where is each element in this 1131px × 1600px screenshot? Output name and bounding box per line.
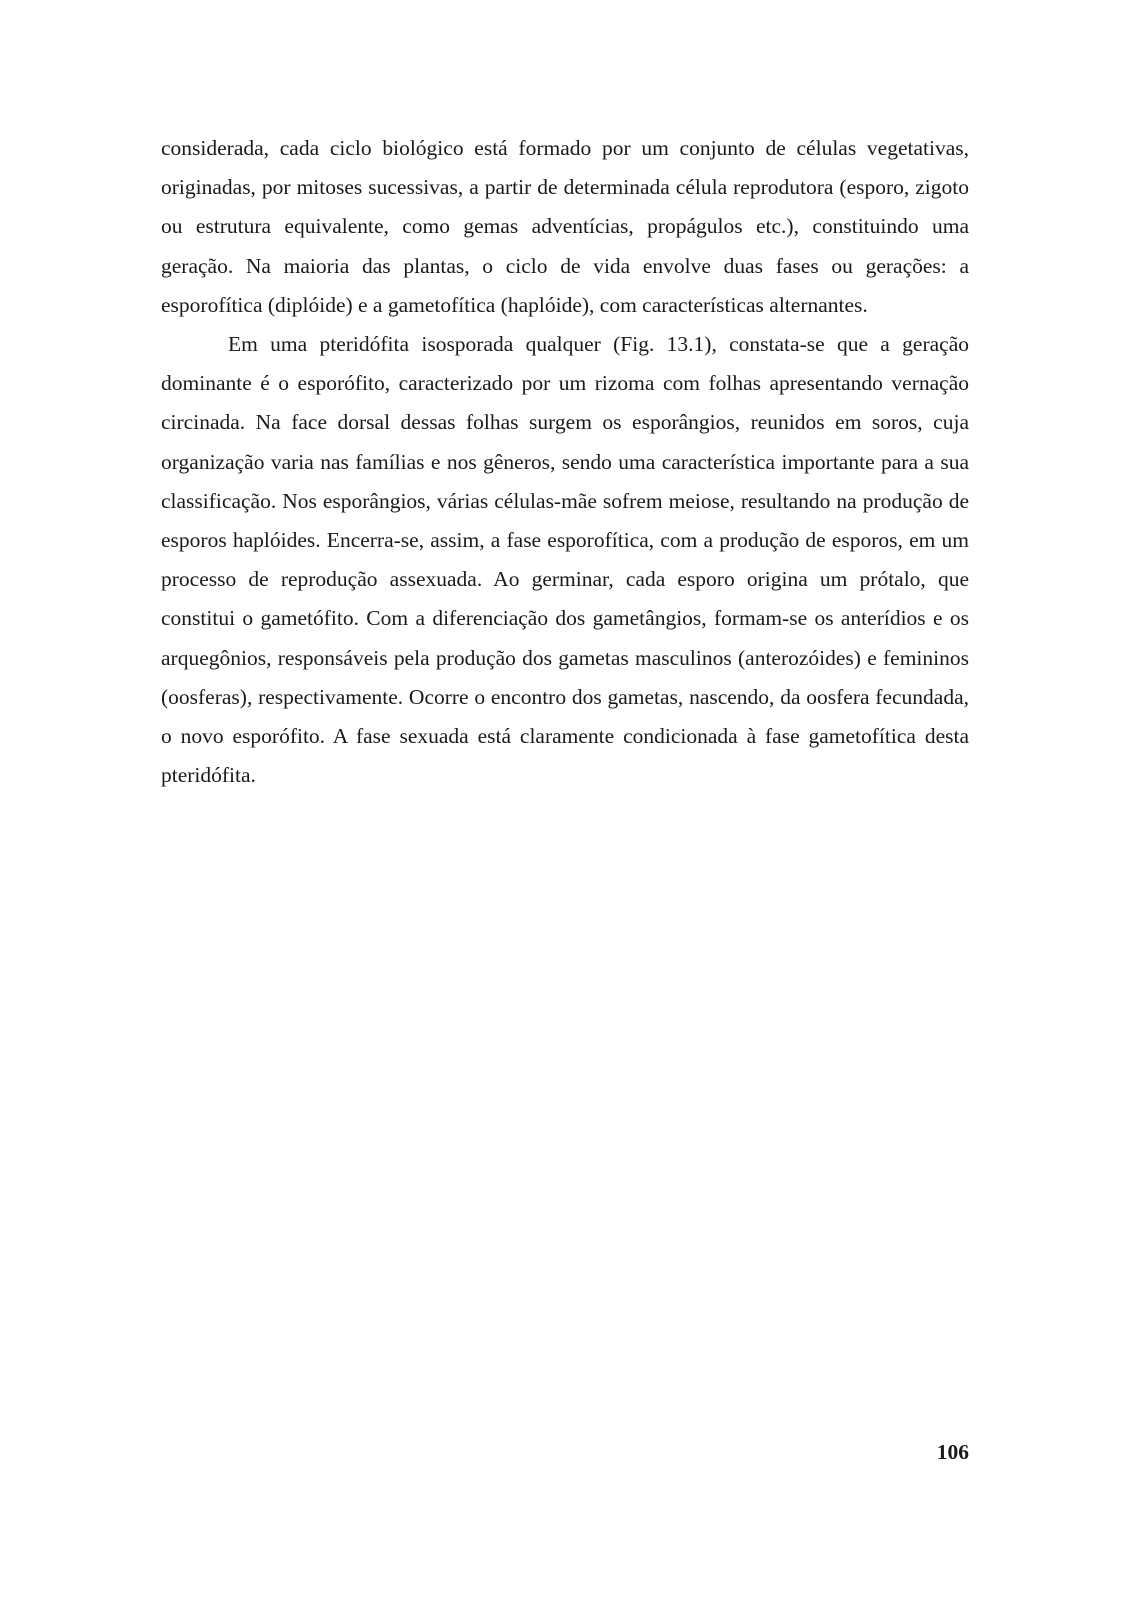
- paragraph-continuation: considerada, cada ciclo biológico está formado por um conjunto de células vegetativas, originadas, por mitoses sucessivas, a partir de determinada célula reprodutora (esporo, zigoto ou estrutura equivalente, como gemas adventícias, propágulos etc.), constituindo uma geração. Na maioria das plantas, o ciclo de vida envolve duas fases ou gerações: a esporofítica (diplóide) e a gametofítica (haplóide), com características alternantes.: [161, 136, 969, 317]
- paragraph-pteridophyte-cycle: Em uma pteridófita isosporada qualquer (Fig. 13.1), constata-se que a geração dominante é o esporófito, caracterizado por um rizoma com folhas apresentando vernação circinada. Na face dorsal dessas folhas surgem os esporângios, reunidos em soros, cuja organização varia nas famílias e nos gêneros, sendo uma característica importante para a sua classificação. Nos esporângios, várias células-mãe sofrem meiose, resultando na produção de esporos haplóides. Encerra-se, assim, a fase esporofítica, com a produção de esporos, em um processo de reprodução assexuada. Ao germinar, cada esporo origina um prótalo, que constitui o gametófito. Com a diferenciação dos gametângios, formam-se os anterídios e os arquegônios, responsáveis pela produção dos gametas masculinos (anterozóides) e femininos (oosferas), respectivamente. Ocorre o encontro dos gametas, nascendo, da oosfera fecundada, o novo esporófito. A fase sexuada está claramente condicionada à fase gametofítica desta pteridófita.: [161, 332, 969, 788]
- body-text: [161, 129, 969, 795]
- page-number: 106: [936, 1440, 969, 1464]
